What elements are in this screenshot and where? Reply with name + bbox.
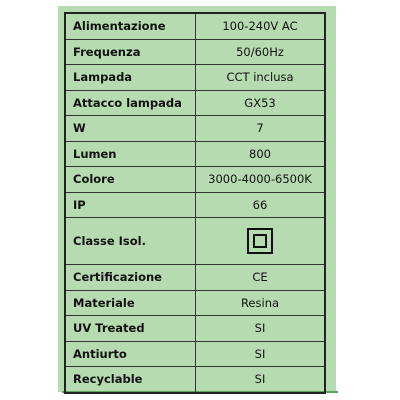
row-label: Attacco lampada (65, 90, 196, 116)
table-row (65, 341, 325, 367)
row-label: IP (65, 192, 196, 218)
row-value: CCT inclusa (196, 65, 326, 91)
row-label: UV Treated (65, 316, 196, 342)
row-label: Alimentazione (65, 13, 196, 39)
table-row (65, 65, 325, 91)
spec-table (64, 12, 326, 394)
table-row (65, 141, 325, 167)
row-label: Certificazione (65, 265, 196, 291)
table-row (65, 290, 325, 316)
row-value: SI (196, 367, 326, 393)
row-value: SI (196, 341, 326, 367)
row-value: 3000-4000-6500K (196, 167, 326, 193)
row-value: Resina (196, 290, 326, 316)
table-row (65, 316, 325, 342)
row-label: Antiurto (65, 341, 196, 367)
table-row (65, 167, 325, 193)
row-value: SI (196, 316, 326, 342)
table-row (65, 265, 325, 291)
row-value: 50/60Hz (196, 39, 326, 65)
row-value: GX53 (196, 90, 326, 116)
row-value: 7 (196, 116, 326, 142)
row-label: Colore (65, 167, 196, 193)
class-ii-double-square-icon (247, 228, 273, 254)
table-row (65, 39, 325, 65)
row-label: W (65, 116, 196, 142)
table-row (65, 116, 325, 142)
row-label: Classe Isol. (65, 218, 196, 265)
table-row (65, 13, 325, 39)
row-label: Materiale (65, 290, 196, 316)
row-value: 100-240V AC (196, 13, 326, 39)
table-row (65, 218, 325, 265)
row-label: Lampada (65, 65, 196, 91)
row-value: 66 (196, 192, 326, 218)
row-value (196, 218, 326, 265)
row-label: Frequenza (65, 39, 196, 65)
row-label: Recyclable (65, 367, 196, 393)
table-row (65, 367, 325, 393)
table-row (65, 192, 325, 218)
row-value: CE (196, 265, 326, 291)
row-label: Lumen (65, 141, 196, 167)
row-value: 800 (196, 141, 326, 167)
table-row (65, 90, 325, 116)
